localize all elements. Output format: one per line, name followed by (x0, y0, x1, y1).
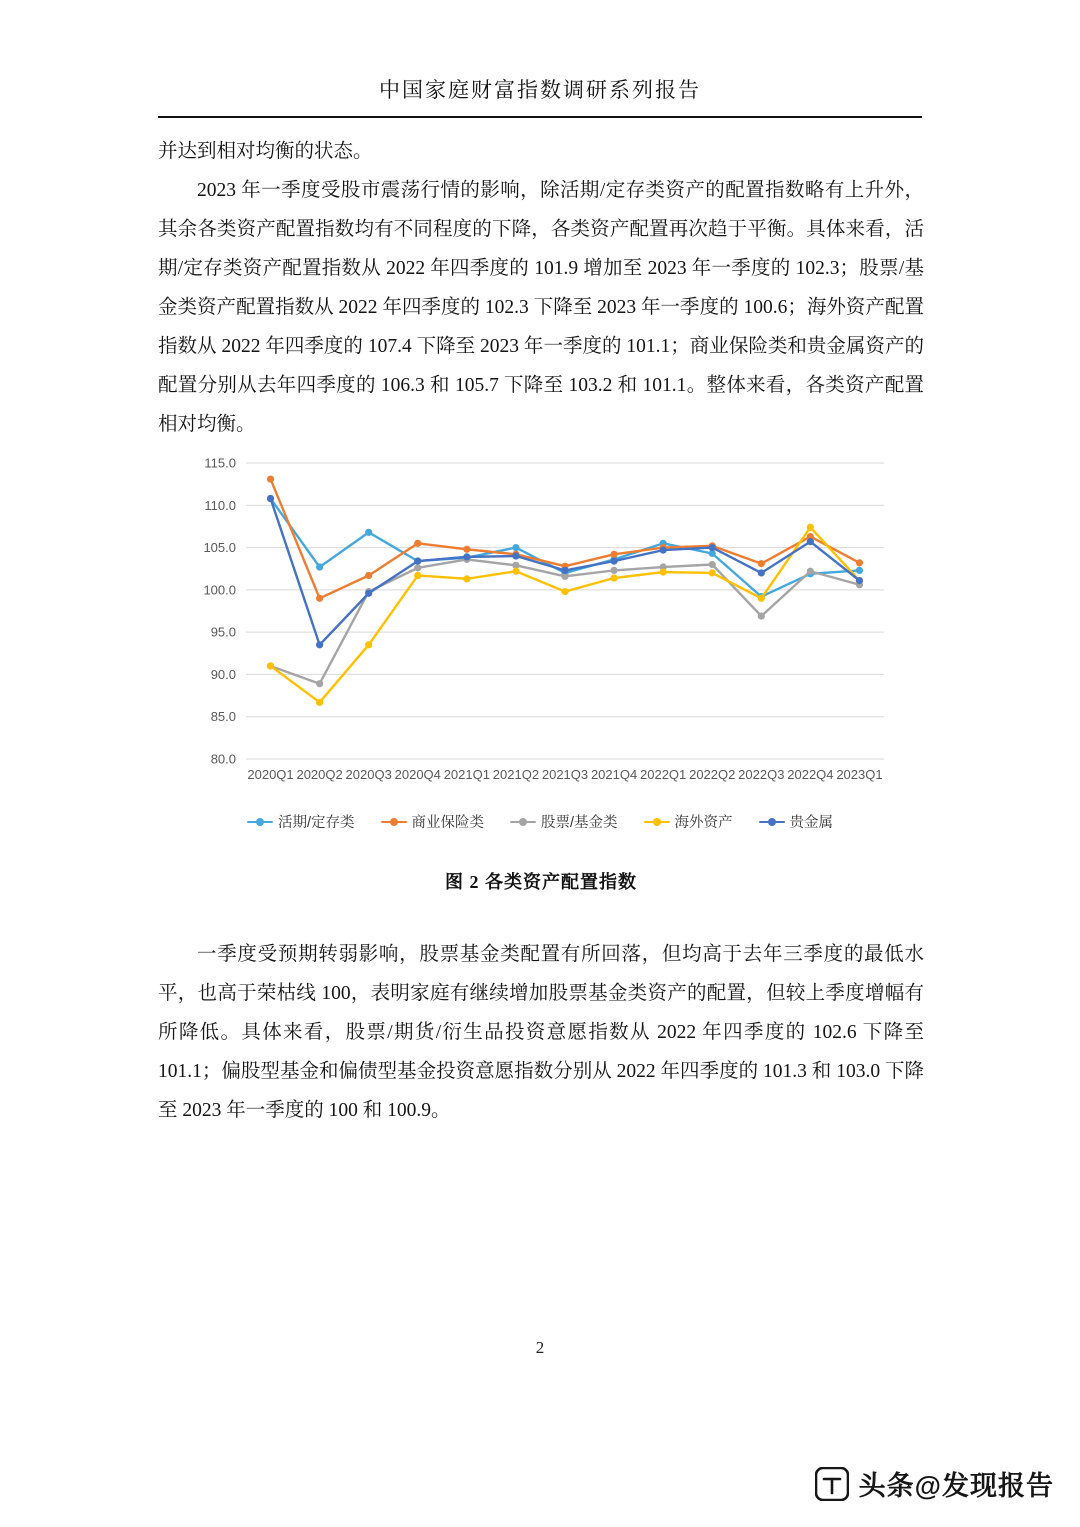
svg-text:2021Q1: 2021Q1 (443, 767, 490, 782)
page-number: 2 (535, 1338, 545, 1357)
svg-text:110.0: 110.0 (204, 497, 236, 513)
chart-legend (168, 811, 912, 832)
svg-text:85.0: 85.0 (210, 709, 236, 725)
svg-text:2022Q2: 2022Q2 (689, 767, 736, 782)
legend-marker-icon (247, 816, 273, 828)
svg-text:2023Q1: 2023Q1 (836, 767, 883, 782)
svg-text:90.0: 90.0 (210, 666, 236, 682)
toutiao-logo-icon (815, 1467, 849, 1501)
body-paragraphs-top (158, 132, 924, 444)
svg-text:2020Q3: 2020Q3 (345, 767, 392, 782)
svg-text:2022Q1: 2022Q1 (640, 767, 687, 782)
svg-text:80.0: 80.0 (210, 751, 236, 767)
svg-text:2022Q4: 2022Q4 (787, 767, 834, 782)
svg-text:2021Q3: 2021Q3 (541, 767, 589, 782)
legend-marker-icon (510, 816, 536, 828)
legend-label: 贵金属 (789, 815, 834, 831)
svg-text:2020Q2: 2020Q2 (296, 767, 343, 782)
legend-label: 活期/定存类 (277, 815, 355, 831)
legend-item-4 (644, 811, 733, 832)
svg-text:115.0: 115.0 (204, 455, 236, 471)
legend-marker-icon (381, 816, 407, 828)
svg-text:2020Q4: 2020Q4 (394, 767, 441, 782)
figure-caption: 图 2 各类资产配置指数 (445, 872, 637, 892)
svg-text:2022Q3: 2022Q3 (738, 767, 785, 782)
paragraph-3: 一季度受预期转弱影响，股票基金类配置有所回落，但均高于去年三季度的最低水平，也高于荣枯线 100，表明家庭有继续增加股票基金类资产的配置，但较上季度增幅有所降低。具体来看，股票/期货/衍生品投资意愿指数从 2022 年四季度的 102.6 下降至 101.1；偏股型基金和偏债型基金投资意愿指数分别从 2022 年四季度的 101.3 和 103.0 下降至 2023 年一季度的 100 和 100.9。 (158, 943, 924, 1121)
legend-label: 海外资产 (674, 815, 733, 831)
legend-label: 股票/基金类 (541, 815, 618, 831)
legend-item-2 (381, 811, 485, 832)
legend-item-1 (247, 811, 355, 832)
legend-item-5 (759, 811, 834, 832)
svg-text:2020Q1: 2020Q1 (247, 767, 294, 782)
line-chart (168, 447, 912, 807)
legend-marker-icon (759, 816, 785, 828)
paragraph-2: 2023 年一季度受股市震荡行情的影响，除活期/定存类资产的配置指数略有上升外，其余各类资产配置指数均有不同程度的下降，各类资产配置再次趋于平衡。具体来看，活期/定存类资产配置指数从 2022 年四季度的 101.9 增加至 2023 年一季度的 102.3；股票/基金类资产配置指数从 2022 年四季度的 102.3 下降至 2023 年一季度的 100.6；海外资产配置指数从 2022 年四季度的 107.4 下降至 2023 年一季度的 101.1；商业保险类和贵金属资产的配置分别从去年四季度的 106.3 和 105.7 下降至 103.2 和 101.1。整体来看，各类资产配置相对均衡。 (158, 180, 924, 435)
header-divider (158, 116, 922, 118)
paragraph-1: 并达到相对均衡的状态。 (158, 141, 373, 162)
body-paragraphs-bottom (158, 915, 924, 1149)
svg-text:95.0: 95.0 (210, 624, 236, 640)
watermark (815, 1464, 1054, 1503)
figure-asset-allocation-index (168, 447, 912, 857)
legend-label: 商业保险类 (411, 815, 484, 831)
svg-text:2021Q4: 2021Q4 (590, 767, 638, 782)
watermark-text: 头条@发现报告 (858, 1471, 1054, 1501)
legend-marker-icon (644, 816, 670, 828)
page-header-title: 中国家庭财富指数调研系列报告 (379, 78, 701, 102)
legend-item-3 (510, 811, 618, 832)
chart-container (168, 447, 912, 857)
svg-text:2021Q2: 2021Q2 (492, 767, 540, 782)
svg-text:100.0: 100.0 (203, 582, 236, 598)
svg-text:105.0: 105.0 (203, 540, 236, 556)
